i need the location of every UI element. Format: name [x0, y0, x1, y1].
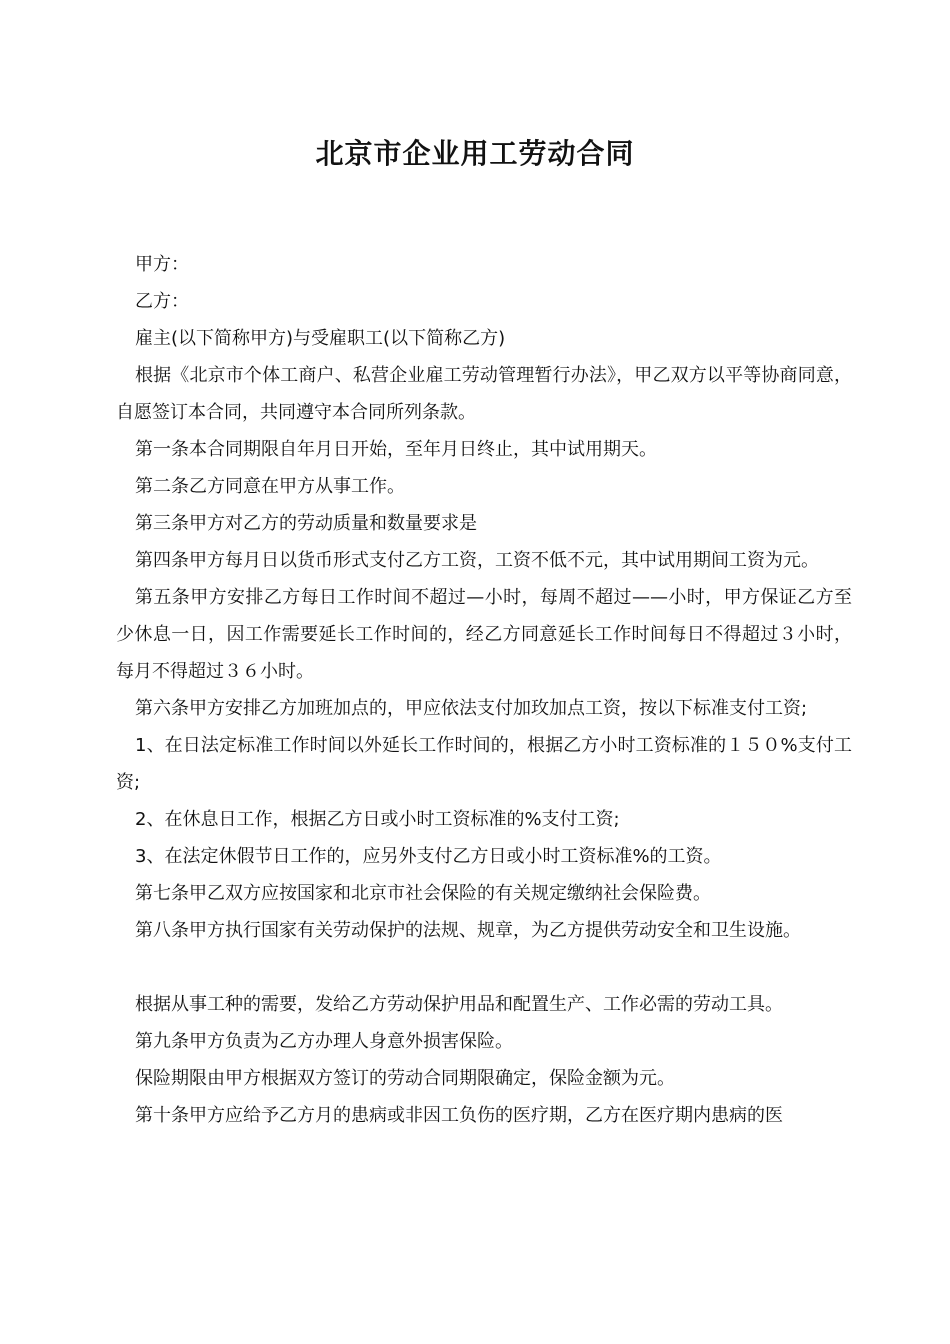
article-1: 第一条本合同期限自年月日开始，至年月日终止，其中试用期天。 [135, 439, 657, 460]
article-6-item-2: 2、在休息日工作，根据乙方日或小时工资标准的%支付工资; [135, 809, 620, 830]
article-7: 第七条甲乙双方应按国家和北京市社会保险的有关规定缴纳社会保险费。 [135, 883, 711, 904]
article-5: 第五条甲方安排乙方每日工作时间不超过—小时，每周不超过——小时，甲方保证乙方至少休息一日，因工作需要延长工作时间的，经乙方同意延长工作时间每日不得超过３小时，每月不得超过３６小时。 [116, 587, 852, 682]
preamble-paragraph: 根据《北京市个体工商户、私营企业雇工劳动管理暂行办法》，甲乙双方以平等协商同意，自愿签订本合同，共同遵守本合同所列条款。 [116, 365, 852, 423]
article-4: 第四条甲方每月日以货币形式支付乙方工资，工资不低不元，其中试用期间工资为元。 [135, 550, 819, 571]
article-2: 第二条乙方同意在甲方从事工作。 [135, 476, 405, 497]
party-b-line: 乙方： [135, 291, 189, 312]
article-3: 第三条甲方对乙方的劳动质量和数量要求是 [135, 513, 477, 534]
article-6: 第六条甲方安排乙方加班加点的，甲应依法支付加玫加点工资，按以下标准支付工资; [135, 698, 808, 719]
article-8-continued: 根据从事工种的需要，发给乙方劳动保护用品和配置生产、工作必需的劳动工具。 [135, 994, 783, 1015]
article-9-insurance: 保险期限由甲方根据双方签订的劳动合同期限确定，保险金额为元。 [135, 1068, 675, 1089]
article-10: 第十条甲方应给予乙方月的患病或非因工负伤的医疗期，乙方在医疗期内患病的医 [135, 1105, 783, 1126]
article-6-item-3: 3、在法定休假节日工作的，应另外支付乙方日或小时工资标准%的工资。 [135, 846, 722, 867]
article-9: 第九条甲方负责为乙方办理人身意外损害保险。 [135, 1031, 513, 1052]
article-8: 第八条甲方执行国家有关劳动保护的法规、规章，为乙方提供劳动安全和卫生设施。 [135, 920, 801, 941]
parties-definition: 雇主(以下简称甲方)与受雇职工(以下简称乙方) [135, 328, 506, 349]
article-6-item-1: 1、在日法定标准工作时间以外延长工作时间的，根据乙方小时工资标准的１５０%支付工资; [116, 735, 852, 793]
paragraph-gap [116, 949, 852, 986]
party-a-line: 甲方： [135, 254, 189, 275]
document-body [116, 246, 852, 1134]
document-title: 北京市企业用工劳动合同 [315, 137, 635, 170]
